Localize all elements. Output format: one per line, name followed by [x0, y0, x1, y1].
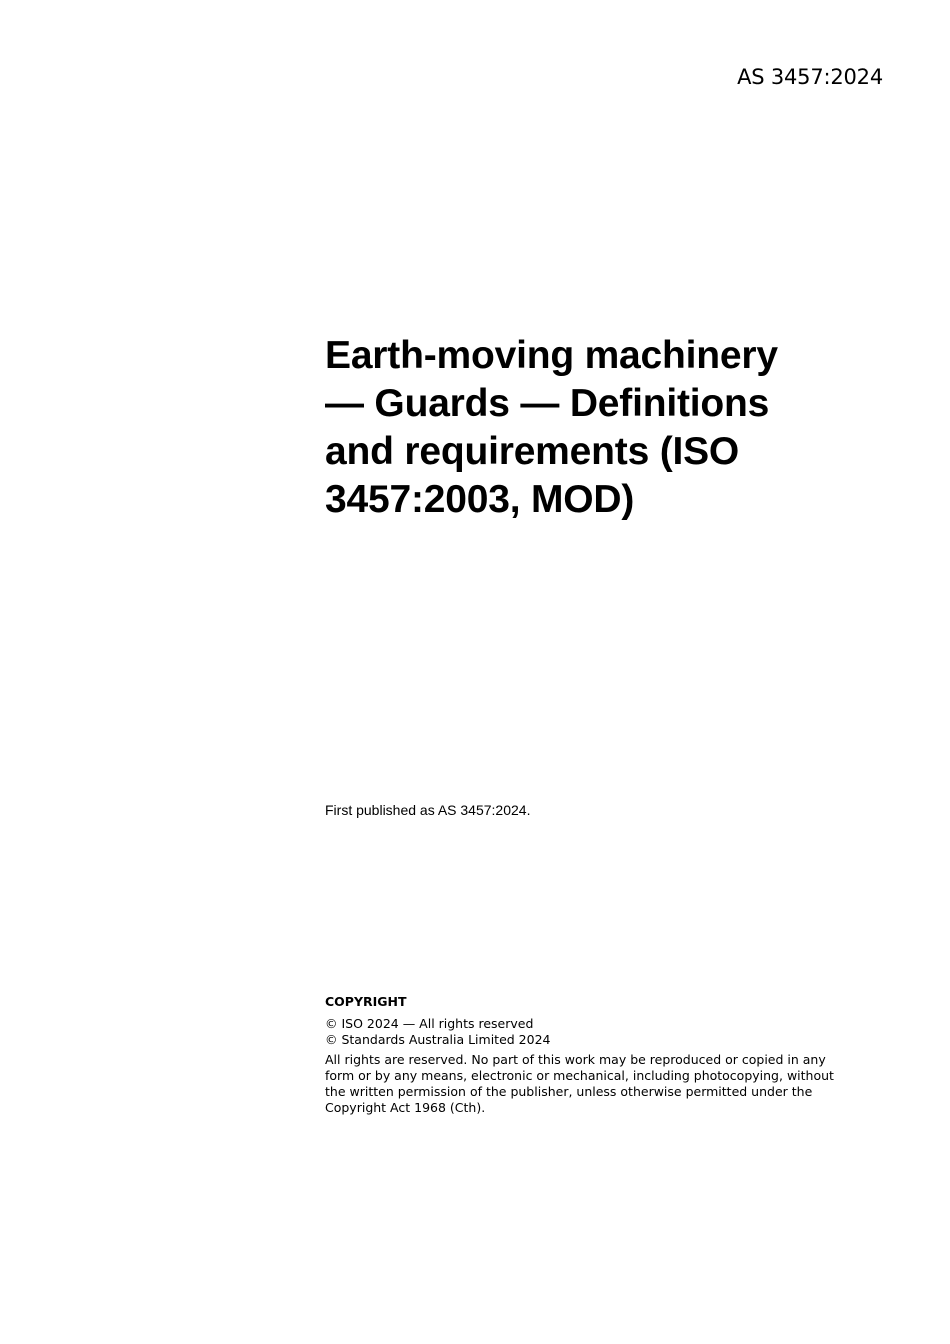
document-title: Earth-moving machinery — Guards — Definitions and requirements (ISO 3457:2003, MOD) — [325, 334, 778, 521]
sa-copyright-notice: © Standards Australia Limited 2024 — [325, 1032, 551, 1047]
document-number: AS 3457:2024 — [737, 65, 883, 89]
first-published-note: First published as AS 3457:2024. — [325, 802, 531, 818]
copyright-notices — [325, 1016, 855, 1048]
rights-reserved-paragraph: All rights are reserved. No part of this work may be reproduced or copied in any form or by any means, electronic or mechanical, including photocopying, without the written permission of the publisher, unless otherwise permitted under the Copyright Act 1968 (Cth). — [325, 1052, 834, 1115]
iso-copyright-notice: © ISO 2024 — All rights reserved — [325, 1016, 534, 1031]
copyright-section — [325, 994, 855, 1116]
copyright-heading: COPYRIGHT — [325, 994, 407, 1009]
